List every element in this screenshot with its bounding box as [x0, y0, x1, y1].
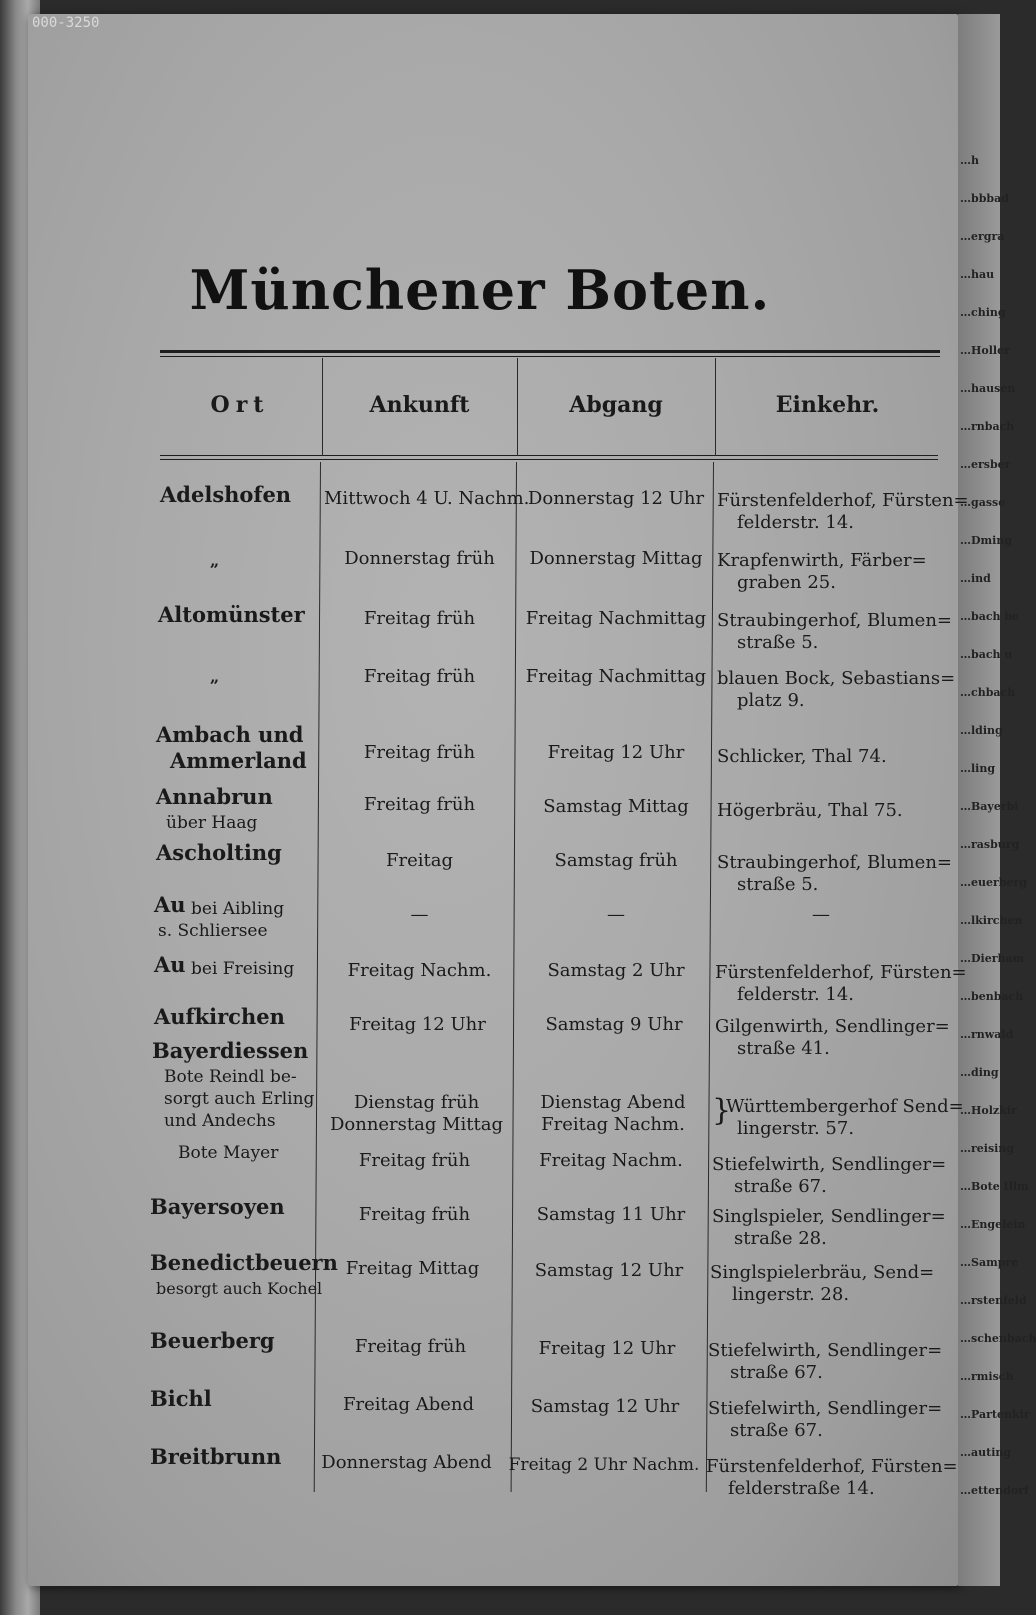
- row-inn-cont: straße 5.: [737, 874, 819, 895]
- next-page-fragment: …rstenfeld: [960, 1294, 1027, 1307]
- row-arrival: —: [410, 904, 429, 925]
- next-page-fragment: …Engelein: [960, 1218, 1026, 1231]
- row-place-note: besorgt auch Kochel: [156, 1279, 323, 1298]
- row-departure: Freitag Nachm.: [539, 1150, 683, 1171]
- next-page-fragment: …auting: [960, 1446, 1012, 1459]
- row-inn-cont: felderstr. 14.: [737, 984, 855, 1005]
- row-arrival: Freitag früh: [363, 666, 476, 687]
- row-place-note: s. Schliersee: [158, 921, 268, 941]
- next-page-fragment: …ind: [960, 572, 991, 585]
- next-page-fragment: …bach u: [960, 648, 1013, 661]
- row-inn-cont: straße 67.: [734, 1176, 827, 1197]
- header-ankunft: Ankunft: [369, 392, 470, 418]
- next-page-fragment: …bbbad: [960, 192, 1009, 205]
- next-page-fragment: …Holler: [960, 344, 1010, 357]
- header-rule: [160, 455, 938, 456]
- row-inn: Krapfenwirth, Färber=: [717, 550, 927, 571]
- row-place: Adelshofen: [160, 482, 292, 507]
- next-page-fragment: …Bayerbi: [960, 800, 1019, 813]
- next-page-fragment: …ergra: [960, 230, 1005, 243]
- row-departure-2: Freitag Nachm.: [541, 1114, 685, 1135]
- row-inn-cont: platz 9.: [737, 690, 805, 711]
- row-departure: Samstag 2 Uhr: [547, 960, 685, 981]
- row-place-note: Bote Mayer: [178, 1143, 279, 1163]
- row-inn-cont: lingerstr. 28.: [732, 1284, 850, 1305]
- next-page-fragment: …ersber: [960, 458, 1011, 471]
- next-page-fragment: …bach be: [960, 610, 1020, 623]
- row-departure: Freitag Nachmittag: [525, 666, 707, 687]
- row-place: Au: [154, 892, 186, 917]
- next-page-fragment: …Partenkir: [960, 1408, 1030, 1421]
- row-inn: Straubingerhof, Blumen=: [717, 610, 953, 631]
- row-inn: Singlspieler, Sendlinger=: [712, 1206, 946, 1227]
- row-arrival: Freitag früh: [363, 608, 476, 629]
- row-inn-cont: straße 28.: [734, 1228, 827, 1249]
- row-inn: Schlicker, Thal 74.: [717, 746, 887, 767]
- row-inn-cont: felderstraße 14.: [728, 1478, 875, 1499]
- row-arrival: Freitag früh: [354, 1336, 467, 1357]
- next-page-fragment: …gasse: [960, 496, 1006, 509]
- row-place: „: [210, 551, 220, 570]
- row-arrival: Dienstag früh: [353, 1092, 480, 1113]
- next-page-fragment: …Sampre: [960, 1256, 1019, 1269]
- row-place: Ambach und: [156, 722, 304, 747]
- row-departure: Samstag 9 Uhr: [545, 1014, 683, 1035]
- row-departure: —: [607, 904, 625, 925]
- next-page-fragment: …rasburg: [960, 838, 1020, 851]
- row-place: Bayersoyen: [150, 1194, 285, 1219]
- next-page-fragment: …Dierham: [960, 952, 1025, 965]
- row-place-note: bei Freising: [191, 959, 295, 979]
- next-page-fragment: …ding: [960, 1066, 999, 1079]
- row-departure: Samstag 11 Uhr: [536, 1204, 686, 1225]
- next-page-fragment: …rmisch: [960, 1370, 1014, 1383]
- next-page-fragment: …euerberg: [960, 876, 1027, 889]
- row-arrival: Freitag Abend: [342, 1394, 474, 1415]
- row-inn: Stiefelwirth, Sendlinger=: [708, 1340, 943, 1361]
- next-page-fragment: …benbach: [960, 990, 1024, 1003]
- row-place: Annabrun: [156, 784, 273, 809]
- adjacent-page-edge: [958, 14, 1036, 1586]
- row-arrival: Freitag: [386, 850, 453, 871]
- row-arrival: Freitag früh: [358, 1204, 471, 1225]
- next-page-fragment: …hau: [960, 268, 995, 281]
- row-inn: —: [812, 904, 830, 925]
- next-page-fragment: …rnbach: [960, 420, 1015, 433]
- next-page-fragment: …Holzkir: [960, 1104, 1017, 1117]
- row-place: „: [210, 667, 220, 686]
- row-inn: Straubingerhof, Blumen=: [717, 852, 953, 873]
- next-page-fragment: …lkirchen: [960, 914, 1023, 927]
- row-arrival: Freitag Mittag: [345, 1258, 480, 1279]
- row-inn: Fürstenfelderhof, Fürsten=: [717, 490, 969, 511]
- next-page-fragment: …ching: [960, 306, 1006, 319]
- row-departure: Samstag Mittag: [543, 796, 689, 817]
- row-arrival: Freitag früh: [363, 742, 476, 763]
- row-place: Beuerberg: [150, 1328, 275, 1353]
- row-arrival: Donnerstag Abend: [321, 1452, 492, 1473]
- row-place: Bayerdiessen: [152, 1038, 309, 1063]
- row-inn: Stiefelwirth, Sendlinger=: [712, 1154, 947, 1175]
- next-page-fragment: …Dming: [960, 534, 1013, 547]
- row-departure: Donnerstag 12 Uhr: [527, 488, 705, 509]
- row-inn: Stiefelwirth, Sendlinger=: [708, 1398, 943, 1419]
- row-place-cont: Ammerland: [170, 748, 307, 773]
- row-departure: Freitag 12 Uhr: [547, 742, 685, 763]
- row-departure: Freitag 12 Uhr: [538, 1338, 676, 1359]
- next-page-fragment: …h: [960, 154, 979, 167]
- row-departure: Freitag Nachmittag: [525, 608, 707, 629]
- row-place-note: und Andechs: [164, 1111, 276, 1131]
- row-inn: Fürstenfelderhof, Fürsten=: [706, 1456, 958, 1477]
- header-einkehr: Einkehr.: [775, 392, 880, 418]
- row-inn-cont: straße 5.: [737, 632, 819, 653]
- row-inn-cont: straße 67.: [730, 1420, 823, 1441]
- header-ort: Ort: [210, 392, 270, 418]
- next-page-fragment: …reising: [960, 1142, 1015, 1155]
- row-place-note: über Haag: [166, 813, 258, 833]
- next-page-fragment: …ling: [960, 762, 996, 775]
- row-inn-cont: felderstr. 14.: [737, 512, 855, 533]
- brace-icon: }: [712, 1093, 732, 1128]
- header-abgang: Abgang: [569, 392, 663, 418]
- row-inn: Gilgenwirth, Sendlinger=: [715, 1016, 950, 1037]
- row-departure: Samstag 12 Uhr: [530, 1396, 680, 1417]
- next-page-fragment: …schenbach: [960, 1332, 1036, 1345]
- row-place: Ascholting: [156, 840, 282, 865]
- row-place-note: sorgt auch Erling: [164, 1089, 315, 1109]
- row-place: Altomünster: [158, 602, 305, 627]
- row-departure: Samstag früh: [554, 850, 678, 871]
- next-page-fragment: …chbach: [960, 686, 1016, 699]
- row-inn: Singlspielerbräu, Send=: [710, 1262, 935, 1283]
- row-inn: Högerbräu, Thal 75.: [717, 800, 903, 821]
- top-rule: [160, 350, 940, 353]
- next-page-fragment: …hausen: [960, 382, 1016, 395]
- row-place: Breitbrunn: [150, 1444, 282, 1469]
- row-inn: Württembergerhof Send=: [726, 1096, 964, 1117]
- row-departure: Donnerstag Mittag: [529, 548, 703, 569]
- row-inn: Fürstenfelderhof, Fürsten=: [715, 962, 967, 983]
- row-arrival: Mittwoch 4 U. Nachm.: [324, 488, 530, 509]
- next-page-fragment: …rnwald: [960, 1028, 1014, 1041]
- page-title: Münchener Boten.: [189, 258, 771, 322]
- row-inn: blauen Bock, Sebastians=: [717, 668, 956, 689]
- row-place: Benedictbeuern: [150, 1250, 338, 1275]
- header-rule-thin: [160, 459, 938, 460]
- row-arrival-2: Donnerstag Mittag: [329, 1114, 504, 1135]
- row-arrival: Freitag früh: [358, 1150, 471, 1171]
- row-departure: Samstag 12 Uhr: [534, 1260, 684, 1281]
- row-inn-cont: lingerstr. 57.: [737, 1118, 855, 1139]
- row-place: Bichl: [150, 1386, 212, 1411]
- next-page-fragment: …lding: [960, 724, 1003, 737]
- row-place-note: bei Aibling: [191, 899, 285, 919]
- row-inn-cont: straße 41.: [737, 1038, 830, 1059]
- row-arrival: Donnerstag früh: [344, 548, 495, 569]
- row-arrival: Freitag früh: [363, 794, 476, 815]
- next-page-fragment: …ettendorf: [960, 1484, 1029, 1497]
- row-place: Au: [154, 952, 186, 977]
- row-place: Aufkirchen: [154, 1004, 285, 1029]
- row-departure: Freitag 2 Uhr Nachm.: [508, 1455, 700, 1475]
- row-departure: Dienstag Abend: [540, 1092, 686, 1113]
- top-rule-thin: [160, 356, 940, 357]
- row-inn-cont: graben 25.: [737, 572, 836, 593]
- row-arrival: Freitag Nachm.: [347, 960, 492, 981]
- row-inn-cont: straße 67.: [730, 1362, 823, 1383]
- page-corner-mark: 000-3250: [32, 15, 100, 31]
- row-arrival: Freitag 12 Uhr: [349, 1014, 486, 1035]
- row-place-note: Bote Reindl be-: [164, 1067, 297, 1087]
- next-page-fragment: …Bote Illm: [960, 1180, 1029, 1193]
